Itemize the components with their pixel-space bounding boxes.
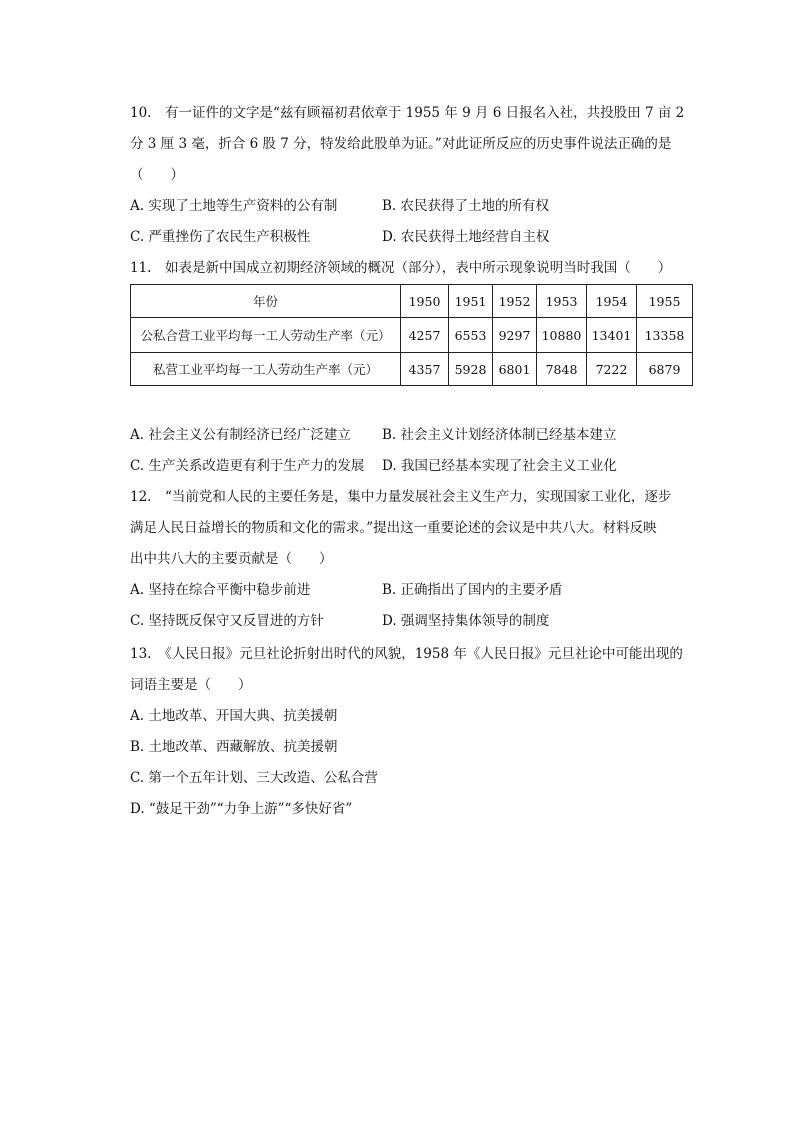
q11-option-d: D. 我国已经基本实现了社会主义工业化 (382, 458, 617, 474)
table-cell: 6879 (637, 353, 693, 386)
table-cell: 7222 (587, 353, 637, 386)
q10-option-a: A. 实现了土地等生产资料的公有制 (130, 198, 338, 214)
table-cell: 6801 (493, 353, 537, 386)
q11-data-table (130, 284, 693, 386)
table-header-row (131, 285, 693, 318)
q10-option-c: C. 严重挫伤了农民生产积极性 (130, 229, 311, 245)
table-cell: 1954 (587, 285, 637, 318)
table-cell: 1951 (449, 285, 493, 318)
q11-stem-line-1: 11. 如表是新中国成立初期经济领域的概况（部分），表中所示现象说明当时我国（ ） (130, 260, 672, 276)
q10-option-d: D. 农民获得土地经营自主权 (382, 229, 550, 245)
table-cell: 公私合营工业平均每一工人劳动生产率（元） (131, 318, 401, 353)
table-cell: 4357 (401, 353, 449, 386)
q12-option-a: A. 坚持在综合平衡中稳步前进 (130, 582, 311, 598)
q13-option-c: C. 第一个五年计划、三大改造、公私合营 (130, 770, 378, 786)
table-cell: 5928 (449, 353, 493, 386)
table-cell: 9297 (493, 318, 537, 353)
q12-stem-line-1: 12. “当前党和人民的主要任务是，集中力量发展社会主义生产力，实现国家工业化，逐步 (130, 489, 672, 505)
q13-stem-line-2: 词语主要是（ ） (130, 677, 252, 693)
q12-stem-line-2: 满足人民日益增长的物质和文化的需求。”提出这一重要论述的会议是中共八大。材料反映 (130, 520, 657, 536)
q13-option-d: D. “鼓足干劲”“力争上游”“多快好省” (130, 801, 353, 817)
q12-option-c: C. 坚持既反保守又反冒进的方针 (130, 613, 324, 629)
q10-stem-line-1: 10. 有一证件的文字是“兹有顾福初君依章于 1955 年 9 月 6 日报名入社，共投股田 7 亩 2 (130, 105, 685, 121)
table-cell: 7848 (537, 353, 587, 386)
table-cell: 1952 (493, 285, 537, 318)
table-cell: 1953 (537, 285, 587, 318)
q11-option-c: C. 生产关系改造更有利于生产力的发展 (130, 458, 365, 474)
table-row (131, 353, 693, 386)
table-cell: 私营工业平均每一工人劳动生产率（元） (131, 353, 401, 386)
q12-stem-line-3: 出中共八大的主要贡献是（ ） (130, 551, 333, 567)
table-cell: 4257 (401, 318, 449, 353)
table-cell: 13358 (637, 318, 693, 353)
q12-option-d: D. 强调坚持集体领导的制度 (382, 613, 550, 629)
q10-option-b: B. 农民获得了土地的所有权 (382, 198, 550, 214)
table-cell: 13401 (587, 318, 637, 353)
q10-stem-line-2: 分 3 厘 3 毫，折合 6 股 7 分，特发给此股单为证。”对此证所反应的历史事件说法正确的是 (130, 136, 672, 152)
table-cell: 1950 (401, 285, 449, 318)
q11-option-b: B. 社会主义计划经济体制已经基本建立 (382, 427, 617, 443)
table-row (131, 318, 693, 353)
table-cell: 年份 (131, 285, 401, 318)
table-cell: 1955 (637, 285, 693, 318)
q13-option-a: A. 土地改革、开国大典、抗美援朝 (130, 708, 338, 724)
q12-option-b: B. 正确指出了国内的主要矛盾 (382, 582, 563, 598)
q13-stem-line-1: 13. 《人民日报》元旦社论折射出时代的风貌，1958 年《人民日报》元旦社论中可能出现的 (130, 646, 683, 662)
table-cell: 10880 (537, 318, 587, 353)
q10-stem-line-3: （ ） (130, 167, 184, 183)
table-cell: 6553 (449, 318, 493, 353)
q13-option-b: B. 土地改革、西藏解放、抗美援朝 (130, 739, 338, 755)
q11-option-a: A. 社会主义公有制经济已经广泛建立 (130, 427, 351, 443)
